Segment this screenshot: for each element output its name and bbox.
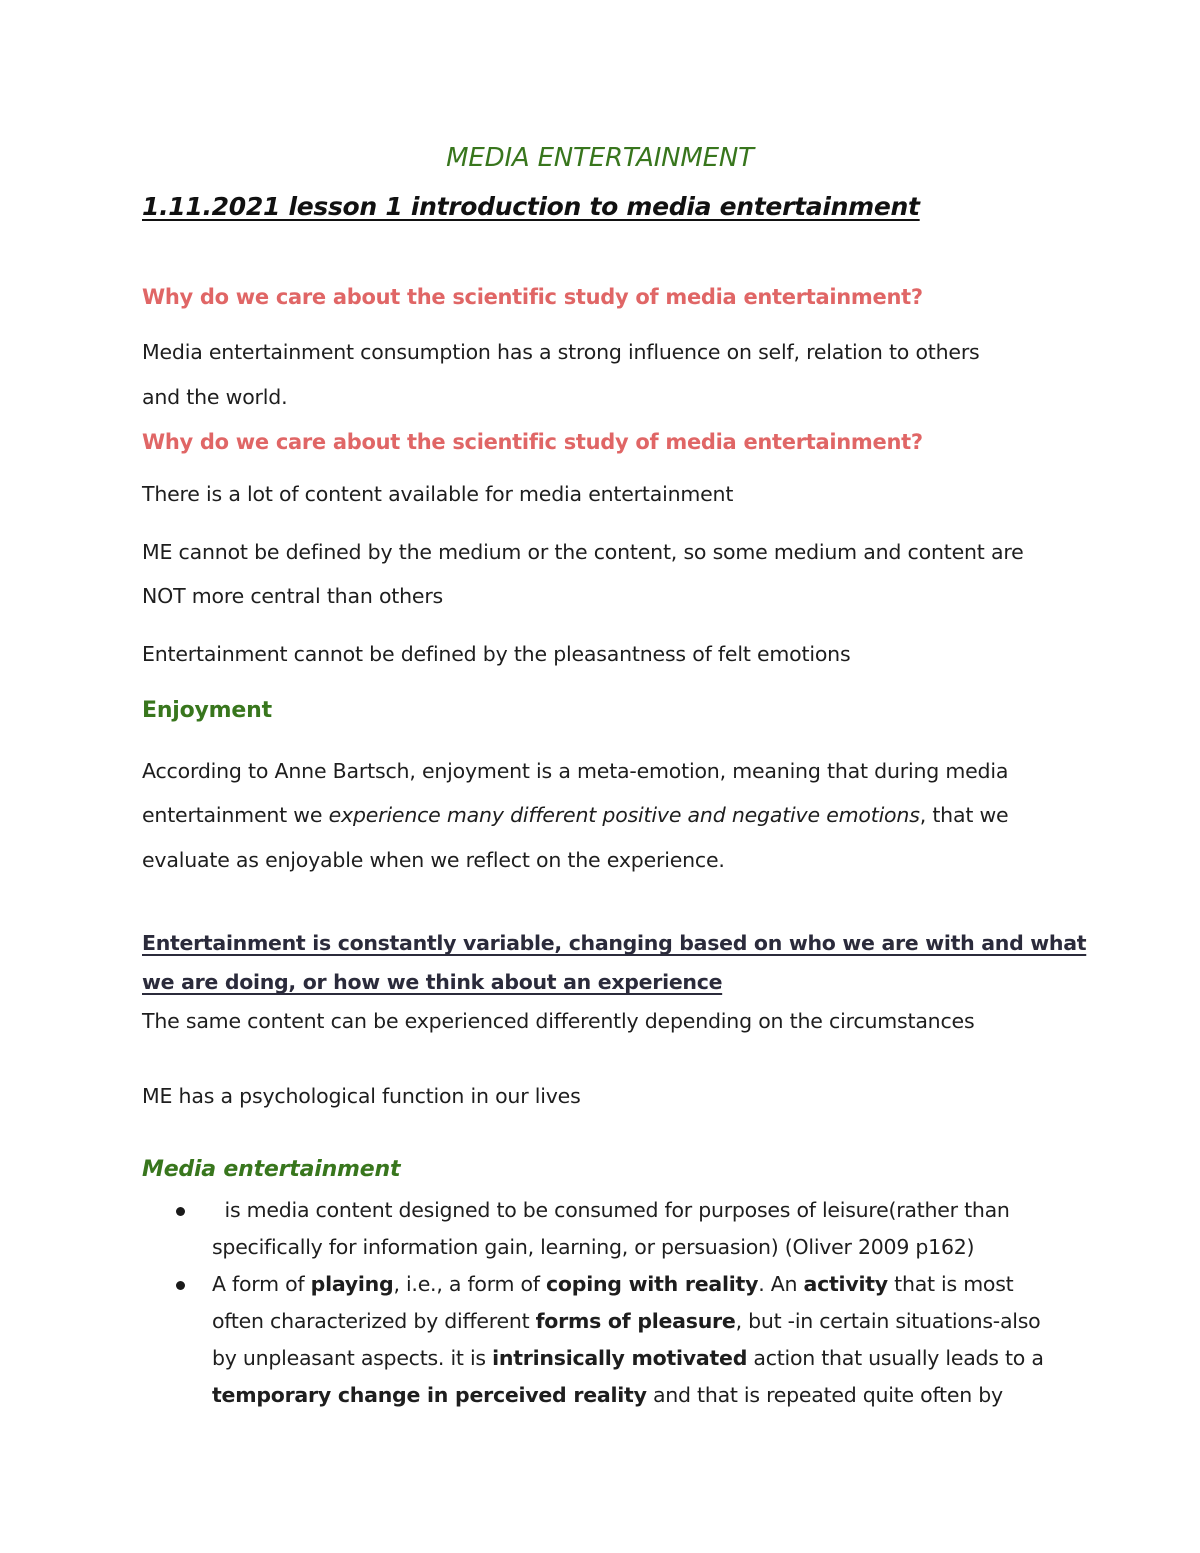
bartsch-line-2: entertainment we experience many different positive and negative emotions, that we [142,803,1009,827]
bullet-2-line-2: often characterized by different forms of pleasure, but -in certain situations-also [212,1309,1041,1333]
question-heading-1: Why do we care about the scientific study of media entertainment? [142,285,923,309]
bullet-1-line-2: specifically for information gain, learning, or persuasion) (Oliver 2009 p162) [212,1235,975,1259]
bartsch-line-1: According to Anne Bartsch, enjoyment is a meta-emotion, meaning that during media [142,759,1009,783]
bullet-2-line-3: by unpleasant aspects. it is intrinsically motivated action that usually leads to a [212,1346,1044,1370]
bullet-2-line-1: A form of playing, i.e., a form of coping with reality. An activity that is most [212,1272,1014,1296]
me-defined-line-2: NOT more central than others [142,584,444,608]
answer-1-line-1: Media entertainment consumption has a strong influence on self, relation to others [142,340,980,364]
question-heading-2: Why do we care about the scientific study of media entertainment? [142,430,923,454]
variable-line-2: we are doing, or how we think about an experience [142,970,723,994]
me-defined-line-1: ME cannot be defined by the medium or the content, so some medium and content are [142,540,1024,564]
bullet-dot-icon [176,1281,185,1290]
media-entertainment-heading: Media entertainment [142,1157,401,1182]
variable-line-1: Entertainment is constantly variable, changing based on who we are with and what [142,931,1087,955]
bullet-1-line-1: is media content designed to be consumed for purposes of leisure(rather than [212,1198,1010,1222]
content-available-text: There is a lot of content available for media entertainment [142,482,734,506]
enjoyment-heading: Enjoyment [142,698,272,723]
answer-1-line-2: and the world. [142,385,288,409]
bullet-dot-icon [176,1207,185,1216]
bullet-2-line-4: temporary change in perceived reality and that is repeated quite often by [212,1383,1003,1407]
bartsch-line-3: evaluate as enjoyable when we reflect on the experience. [142,848,725,872]
lesson-heading: 1.11.2021 lesson 1 introduction to media entertainment [142,192,920,221]
pleasantness-text: Entertainment cannot be defined by the pleasantness of felt emotions [142,642,851,666]
psych-function-text: ME has a psychological function in our lives [142,1084,581,1108]
document-title: MEDIA ENTERTAINMENT [446,143,754,173]
same-content-text: The same content can be experienced differently depending on the circumstances [142,1009,975,1033]
emphasis-text: experience many different positive and negative emotions [328,803,920,827]
